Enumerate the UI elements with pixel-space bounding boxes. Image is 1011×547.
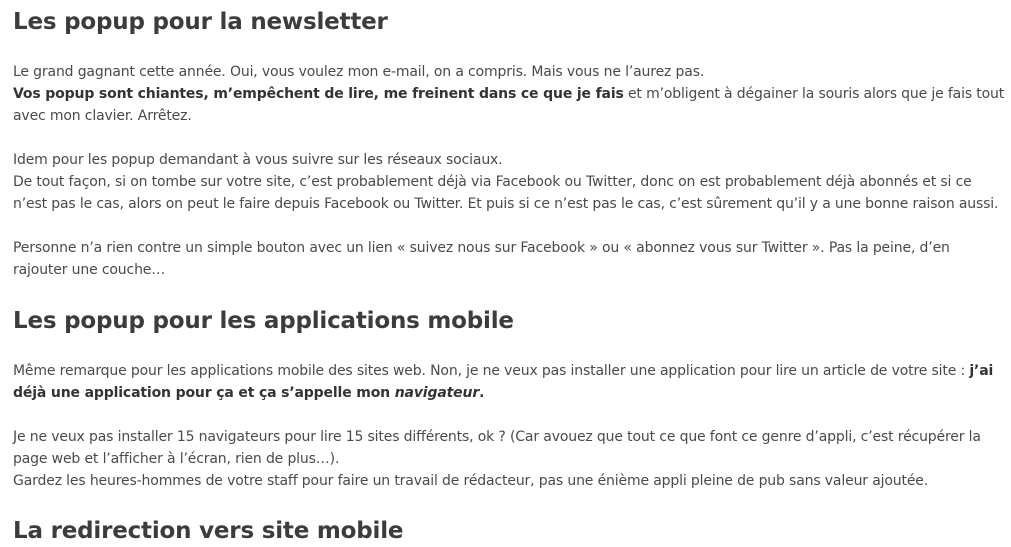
paragraph-newsletter [13, 61, 1004, 127]
text-span: Même remarque pour les applications mobile des sites web. Non, je ne veux pas installer une application pour lire un article de votre site : [13, 363, 970, 379]
paragraph-line: avec mon clavier. Arrêtez. [13, 108, 192, 124]
paragraph-line: page web et l’afficher à l’écran, rien de plus…). [13, 451, 340, 467]
paragraph-mobile-apps [13, 360, 993, 404]
paragraph-line: De tout façon, si on tombe sur votre site, c’est probablement déjà via Facebook ou Twitter, donc on est probablement déjà abonnés et si ce [13, 174, 972, 190]
bold-italic-text: navigateur [394, 385, 480, 401]
paragraph-line: Je ne veux pas installer 15 navigateurs pour lire 15 sites différents, ok ? (Car avouez que tout ce que font ce genre d’appli, c’est récupérer la [13, 429, 981, 445]
bold-text: . [479, 385, 485, 401]
heading-mobile-redirect: La redirection vers site mobile [13, 518, 404, 544]
paragraph-line: n’est pas le cas, alors on peut le faire depuis Facebook ou Twitter. Et puis si ce n’est pas le cas, c’est sûrement qu’il y a une bonne raison aussi. [13, 196, 999, 212]
paragraph-line: Personne n’a rien contre un simple bouton avec un lien « suivez nous sur Facebook » ou « abonnez vous sur Twitter ». Pas la peine, d’en [13, 240, 950, 256]
bold-text: j’ai [969, 363, 994, 379]
paragraph-line: Le grand gagnant cette année. Oui, vous voulez mon e-mail, on a compris. Mais vous ne l’aurez pas. [13, 64, 705, 80]
paragraph-social-popups [13, 149, 998, 215]
paragraph-browsers [13, 426, 981, 492]
heading-newsletter-popups: Les popup pour la newsletter [13, 9, 388, 35]
bold-text: Vos popup sont chiantes, m’empêchent de lire, me freinent dans ce que je fais [13, 86, 624, 102]
paragraph-line [13, 360, 993, 382]
paragraph-line: Idem pour les popup demandant à vous suivre sur les réseaux sociaux. [13, 152, 503, 168]
paragraph-line: Gardez les heures-hommes de votre staff pour faire un travail de rédacteur, pas une énième appli pleine de pub sans valeur ajoutée. [13, 473, 929, 489]
paragraph-line [13, 83, 1004, 105]
paragraph-line [13, 382, 993, 404]
paragraph-follow-button [13, 237, 950, 281]
bold-text: déjà une application pour ça et ça s’appelle mon [13, 385, 395, 401]
paragraph-line: rajouter une couche… [13, 262, 166, 278]
text-span: et m’obligent à dégainer la souris alors que je fais tout [623, 86, 1005, 102]
heading-mobile-app-popups: Les popup pour les applications mobile [13, 308, 514, 334]
